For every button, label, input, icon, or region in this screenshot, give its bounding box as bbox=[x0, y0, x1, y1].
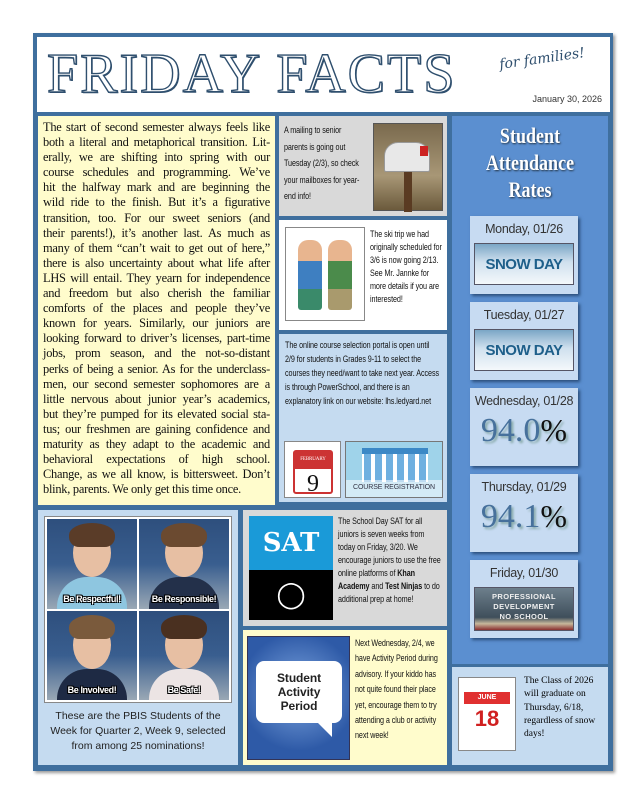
article-line: tus; our freshmen are gaining confidence and bbox=[43, 421, 270, 436]
article-line: LHS will entail. They yearn for independence bbox=[43, 270, 270, 285]
title-line: Attendance bbox=[485, 150, 575, 175]
article-line: there is also uncertainty about what life after bbox=[43, 255, 270, 270]
article-line: hit the halfway mark and are beginning the bbox=[43, 180, 270, 195]
student-photo bbox=[47, 519, 137, 609]
title-line: Rates bbox=[508, 177, 552, 202]
photo-caption: Be Safe! bbox=[167, 685, 201, 695]
course-text: The online course selection portal is open until 2/9 for students in Grades 9-11 to select the courses they need/want to take next year. Access is through PowerSchool, and there is an explanatory link on our website: lhs.ledyard.net bbox=[285, 340, 439, 407]
mailing-notice bbox=[279, 116, 447, 216]
newsletter-title: FRIDAY FACTS bbox=[47, 43, 457, 105]
bubble-line: Period bbox=[280, 699, 318, 713]
article-line: Change, as we all know, is bittersweet. Don’t bbox=[43, 467, 270, 482]
article-line: maturity as they adapt to the academic and bbox=[43, 436, 270, 451]
article-line: little nervous about junior year’s academics, bbox=[43, 391, 270, 406]
article-line: but they’re pumped for its elevated social sta- bbox=[43, 406, 270, 421]
mailbox-image bbox=[373, 123, 443, 211]
sat-text-part: The School Day SAT for all juniors is seven weeks from today on Friday, 3/20. We encourage juniors to use the free online platforms of bbox=[338, 516, 441, 579]
khan-academy-name: Khan Academy bbox=[338, 568, 415, 592]
article-line: erally, we are shifting into spring with our bbox=[43, 150, 270, 165]
rate-value: 94.0 bbox=[480, 412, 541, 449]
mailing-text: A mailing to senior parents is going out Tuesday (2/3), so check your mailboxes for year-end info! bbox=[284, 125, 360, 202]
day-label: Friday, 01/30 bbox=[489, 566, 559, 580]
article-line: blink, parents. We only get this time once. bbox=[43, 482, 241, 497]
article-line: and freedom but also cherish the familiar bbox=[43, 286, 270, 301]
percent-sign: % bbox=[540, 412, 568, 448]
speech-bubble bbox=[256, 661, 342, 723]
registration-label: COURSE REGISTRATION bbox=[346, 480, 442, 497]
article-line: behavioral expectations of high school. bbox=[43, 452, 270, 467]
professional-development-image bbox=[474, 587, 574, 631]
activity-period-notice bbox=[243, 630, 447, 765]
activity-period-image bbox=[247, 636, 350, 760]
day-label: Monday, 01/26 bbox=[485, 222, 563, 236]
article-line: perks of being a senior. As for the underclass- bbox=[43, 361, 270, 376]
article-line: both a literal and metaphorical transition. Lit- bbox=[43, 135, 270, 150]
principal-article bbox=[38, 116, 275, 505]
attendance-title bbox=[466, 122, 594, 203]
article-line: jobs, prom season, and the not-so-distant bbox=[43, 346, 270, 361]
sat-text-part: to do additional prep at home! bbox=[338, 581, 440, 605]
pd-line: PROFESSIONAL bbox=[492, 592, 556, 601]
article-line: many of them “can’t wait to get out of here,” bbox=[43, 240, 270, 255]
ski-text: The ski trip we had originally scheduled for 3/6 is now going 2/13. See Mr. Jannke for more details if you are interested! bbox=[370, 229, 442, 305]
calendar-month: JUNE bbox=[464, 692, 510, 704]
article-line: known for years. Similarly, our juniors are bbox=[43, 316, 270, 331]
percent-sign: % bbox=[540, 498, 568, 534]
course-registration-image bbox=[345, 441, 443, 498]
calendar-day: 18 bbox=[474, 706, 500, 731]
tagline: for families! bbox=[498, 45, 586, 73]
photo-caption: Be Respectful! bbox=[63, 593, 121, 604]
snow-day-image: SNOW DAY bbox=[474, 243, 574, 285]
graduation-notice bbox=[452, 667, 608, 765]
calendar-icon bbox=[284, 441, 341, 498]
day-card-friday bbox=[470, 560, 578, 638]
day-card-monday bbox=[470, 216, 578, 294]
attendance-panel bbox=[452, 116, 608, 664]
pbis-students-panel bbox=[38, 510, 238, 765]
ski-trip-notice bbox=[279, 220, 447, 330]
sat-text-part: and bbox=[369, 581, 386, 592]
activity-text: Next Wednesday, 2/4, we have Activity Period during advisory. If your kiddo has not quite found their place yet, encourage them to try attending a club or activity next week! bbox=[355, 638, 438, 742]
article-line: looking forward to driver’s licenses, part-time bbox=[43, 331, 270, 346]
article-line: comforts of the places and people they’ve bbox=[43, 301, 270, 316]
acorn-icon: ◯ bbox=[276, 579, 306, 609]
pd-line: DEVELOPMENT bbox=[493, 602, 555, 611]
sat-logo-text: SAT bbox=[249, 516, 333, 570]
article-line: men, our second semester sophomores are a bbox=[43, 376, 270, 391]
graduation-text: The Class of 2026 will graduate on Thursday, 6/18, regardless of snow days! bbox=[524, 676, 596, 740]
masthead bbox=[37, 37, 610, 112]
student-photo-grid bbox=[44, 516, 232, 703]
pd-line: NO SCHOOL bbox=[499, 612, 549, 621]
student-photo bbox=[47, 611, 137, 701]
photo-caption: Be Involved! bbox=[67, 685, 117, 695]
pbis-caption: These are the PBIS Students of the Week for Quarter 2, Week 9, selected from among 25 nominations! bbox=[50, 710, 226, 752]
attendance-rate bbox=[470, 494, 578, 539]
sat-text bbox=[338, 515, 443, 606]
student-photo bbox=[139, 611, 229, 701]
day-card-wednesday bbox=[470, 388, 578, 466]
test-ninjas-name: Test Ninjas bbox=[385, 581, 423, 592]
june-calendar-icon bbox=[458, 677, 516, 751]
day-label: Thursday, 01/29 bbox=[481, 480, 567, 494]
day-card-thursday bbox=[470, 474, 578, 552]
day-label: Tuesday, 01/27 bbox=[483, 308, 565, 322]
day-label: Wednesday, 01/28 bbox=[474, 394, 574, 408]
article-line: transition, too. For our sweet seniors (and bbox=[43, 210, 270, 225]
bubble-line: Student bbox=[277, 671, 321, 685]
attendance-rate bbox=[470, 408, 578, 453]
title-line: Student bbox=[499, 123, 561, 148]
issue-date: January 30, 2026 bbox=[532, 94, 602, 104]
bubble-line: Activity bbox=[277, 685, 321, 699]
article-line: wild ride to the finish. But it’s a figurative bbox=[43, 195, 270, 210]
calendar-day: 9 bbox=[307, 470, 319, 497]
rate-value: 94.1 bbox=[480, 498, 541, 535]
article-line: their parents!), it’s another last. As much as bbox=[43, 225, 270, 240]
photo-caption: Be Responsible! bbox=[151, 593, 217, 604]
sat-logo bbox=[249, 516, 333, 620]
snow-day-image: SNOW DAY bbox=[474, 329, 574, 371]
course-selection-notice bbox=[279, 334, 447, 502]
sat-notice bbox=[243, 510, 447, 626]
article-line: course schedules and programming. We’ve bbox=[43, 165, 270, 180]
article-line: The start of second semester always feels like bbox=[43, 120, 270, 134]
student-photo bbox=[139, 519, 229, 609]
calendar-month: FEBRUARY bbox=[295, 452, 331, 469]
skiers-image bbox=[285, 227, 365, 321]
day-card-tuesday bbox=[470, 302, 578, 380]
